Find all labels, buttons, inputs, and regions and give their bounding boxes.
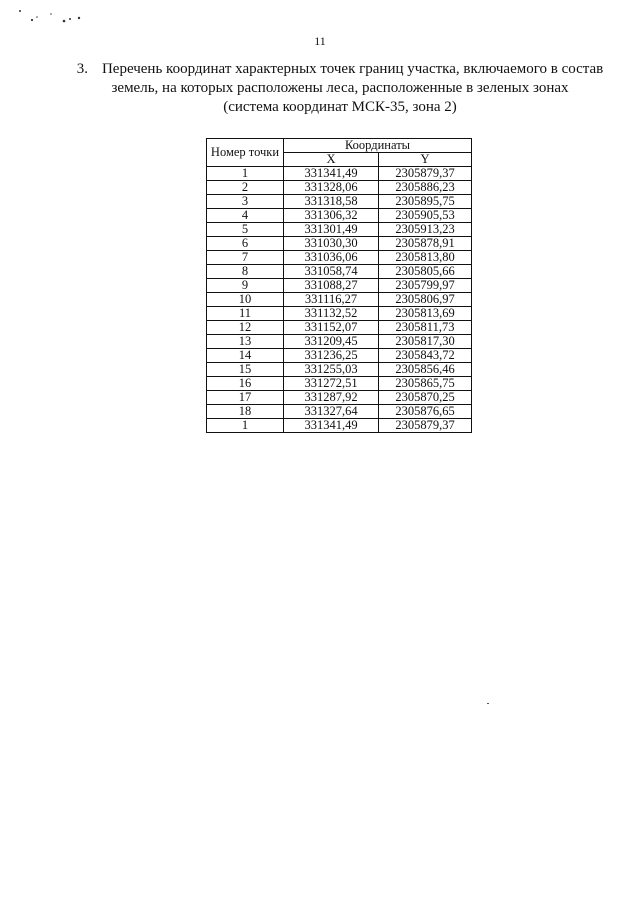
table-row — [207, 181, 472, 195]
cell-y: 2305905,53 — [379, 209, 472, 223]
cell-point-number: 1 — [207, 419, 284, 433]
cell-y: 2305878,91 — [379, 237, 472, 251]
table-row — [207, 237, 472, 251]
cell-y: 2305813,80 — [379, 251, 472, 265]
cell-point-number: 18 — [207, 405, 284, 419]
scan-mark — [487, 703, 489, 704]
cell-x: 331088,27 — [284, 279, 379, 293]
section-number: 3. — [76, 61, 88, 77]
cell-x: 331328,06 — [284, 181, 379, 195]
cell-x: 331255,03 — [284, 363, 379, 377]
table-row — [207, 251, 472, 265]
cell-point-number: 13 — [207, 335, 284, 349]
page-number: 11 — [314, 34, 326, 48]
coordinates-table — [206, 138, 472, 433]
table-row — [207, 265, 472, 279]
table-row — [207, 321, 472, 335]
table-body — [207, 167, 472, 433]
cell-y: 2305876,65 — [379, 405, 472, 419]
table-row — [207, 167, 472, 181]
cell-y: 2305805,66 — [379, 265, 472, 279]
table-row — [207, 293, 472, 307]
table-row — [207, 279, 472, 293]
cell-x: 331058,74 — [284, 265, 379, 279]
section-title: Перечень координат характерных точек границ участка, включаемого в состав земель, на которых расположены леса, расположенные в зеленых зонах — [101, 61, 604, 96]
header-coordinates: Координаты — [284, 139, 472, 153]
cell-x: 331116,27 — [284, 293, 379, 307]
cell-x: 331236,25 — [284, 349, 379, 363]
table-row — [207, 405, 472, 419]
cell-y: 2305799,97 — [379, 279, 472, 293]
table-row — [207, 195, 472, 209]
cell-point-number: 7 — [207, 251, 284, 265]
cell-x: 331272,51 — [284, 377, 379, 391]
cell-y: 2305913,23 — [379, 223, 472, 237]
cell-y: 2305879,37 — [379, 167, 472, 181]
cell-y: 2305811,73 — [379, 321, 472, 335]
cell-point-number: 14 — [207, 349, 284, 363]
header-x: X — [284, 153, 379, 167]
table-row — [207, 363, 472, 377]
cell-point-number: 1 — [207, 167, 284, 181]
cell-point-number: 8 — [207, 265, 284, 279]
cell-point-number: 4 — [207, 209, 284, 223]
cell-x: 331306,32 — [284, 209, 379, 223]
cell-y: 2305843,72 — [379, 349, 472, 363]
cell-x: 331318,58 — [284, 195, 379, 209]
cell-point-number: 16 — [207, 377, 284, 391]
cell-point-number: 9 — [207, 279, 284, 293]
cell-x: 331036,06 — [284, 251, 379, 265]
cell-x: 331132,52 — [284, 307, 379, 321]
cell-x: 331152,07 — [284, 321, 379, 335]
cell-x: 331287,92 — [284, 391, 379, 405]
cell-x: 331341,49 — [284, 167, 379, 181]
cell-y: 2305856,46 — [379, 363, 472, 377]
cell-point-number: 17 — [207, 391, 284, 405]
cell-x: 331030,30 — [284, 237, 379, 251]
cell-y: 2305865,75 — [379, 377, 472, 391]
cell-y: 2305817,30 — [379, 335, 472, 349]
table-row — [207, 377, 472, 391]
table-row — [207, 419, 472, 433]
cell-y: 2305886,23 — [379, 181, 472, 195]
scan-specks — [18, 8, 88, 26]
cell-x: 331301,49 — [284, 223, 379, 237]
header-y: Y — [379, 153, 472, 167]
cell-point-number: 15 — [207, 363, 284, 377]
cell-point-number: 6 — [207, 237, 284, 251]
cell-point-number: 5 — [207, 223, 284, 237]
cell-x: 331209,45 — [284, 335, 379, 349]
table-row — [207, 209, 472, 223]
table-row — [207, 391, 472, 405]
cell-point-number: 2 — [207, 181, 284, 195]
table-row — [207, 335, 472, 349]
section-heading — [70, 60, 610, 117]
cell-point-number: 11 — [207, 307, 284, 321]
table-row — [207, 307, 472, 321]
header-point-number: Номер точки — [207, 139, 284, 167]
cell-point-number: 12 — [207, 321, 284, 335]
table-row — [207, 349, 472, 363]
cell-y: 2305879,37 — [379, 419, 472, 433]
cell-x: 331327,64 — [284, 405, 379, 419]
cell-point-number: 10 — [207, 293, 284, 307]
coordinate-system: (система координат МСК-35, зона 2) — [223, 99, 457, 115]
cell-y: 2305813,69 — [379, 307, 472, 321]
cell-point-number: 3 — [207, 195, 284, 209]
table-row — [207, 223, 472, 237]
cell-y: 2305870,25 — [379, 391, 472, 405]
cell-x: 331341,49 — [284, 419, 379, 433]
cell-y: 2305895,75 — [379, 195, 472, 209]
cell-y: 2305806,97 — [379, 293, 472, 307]
